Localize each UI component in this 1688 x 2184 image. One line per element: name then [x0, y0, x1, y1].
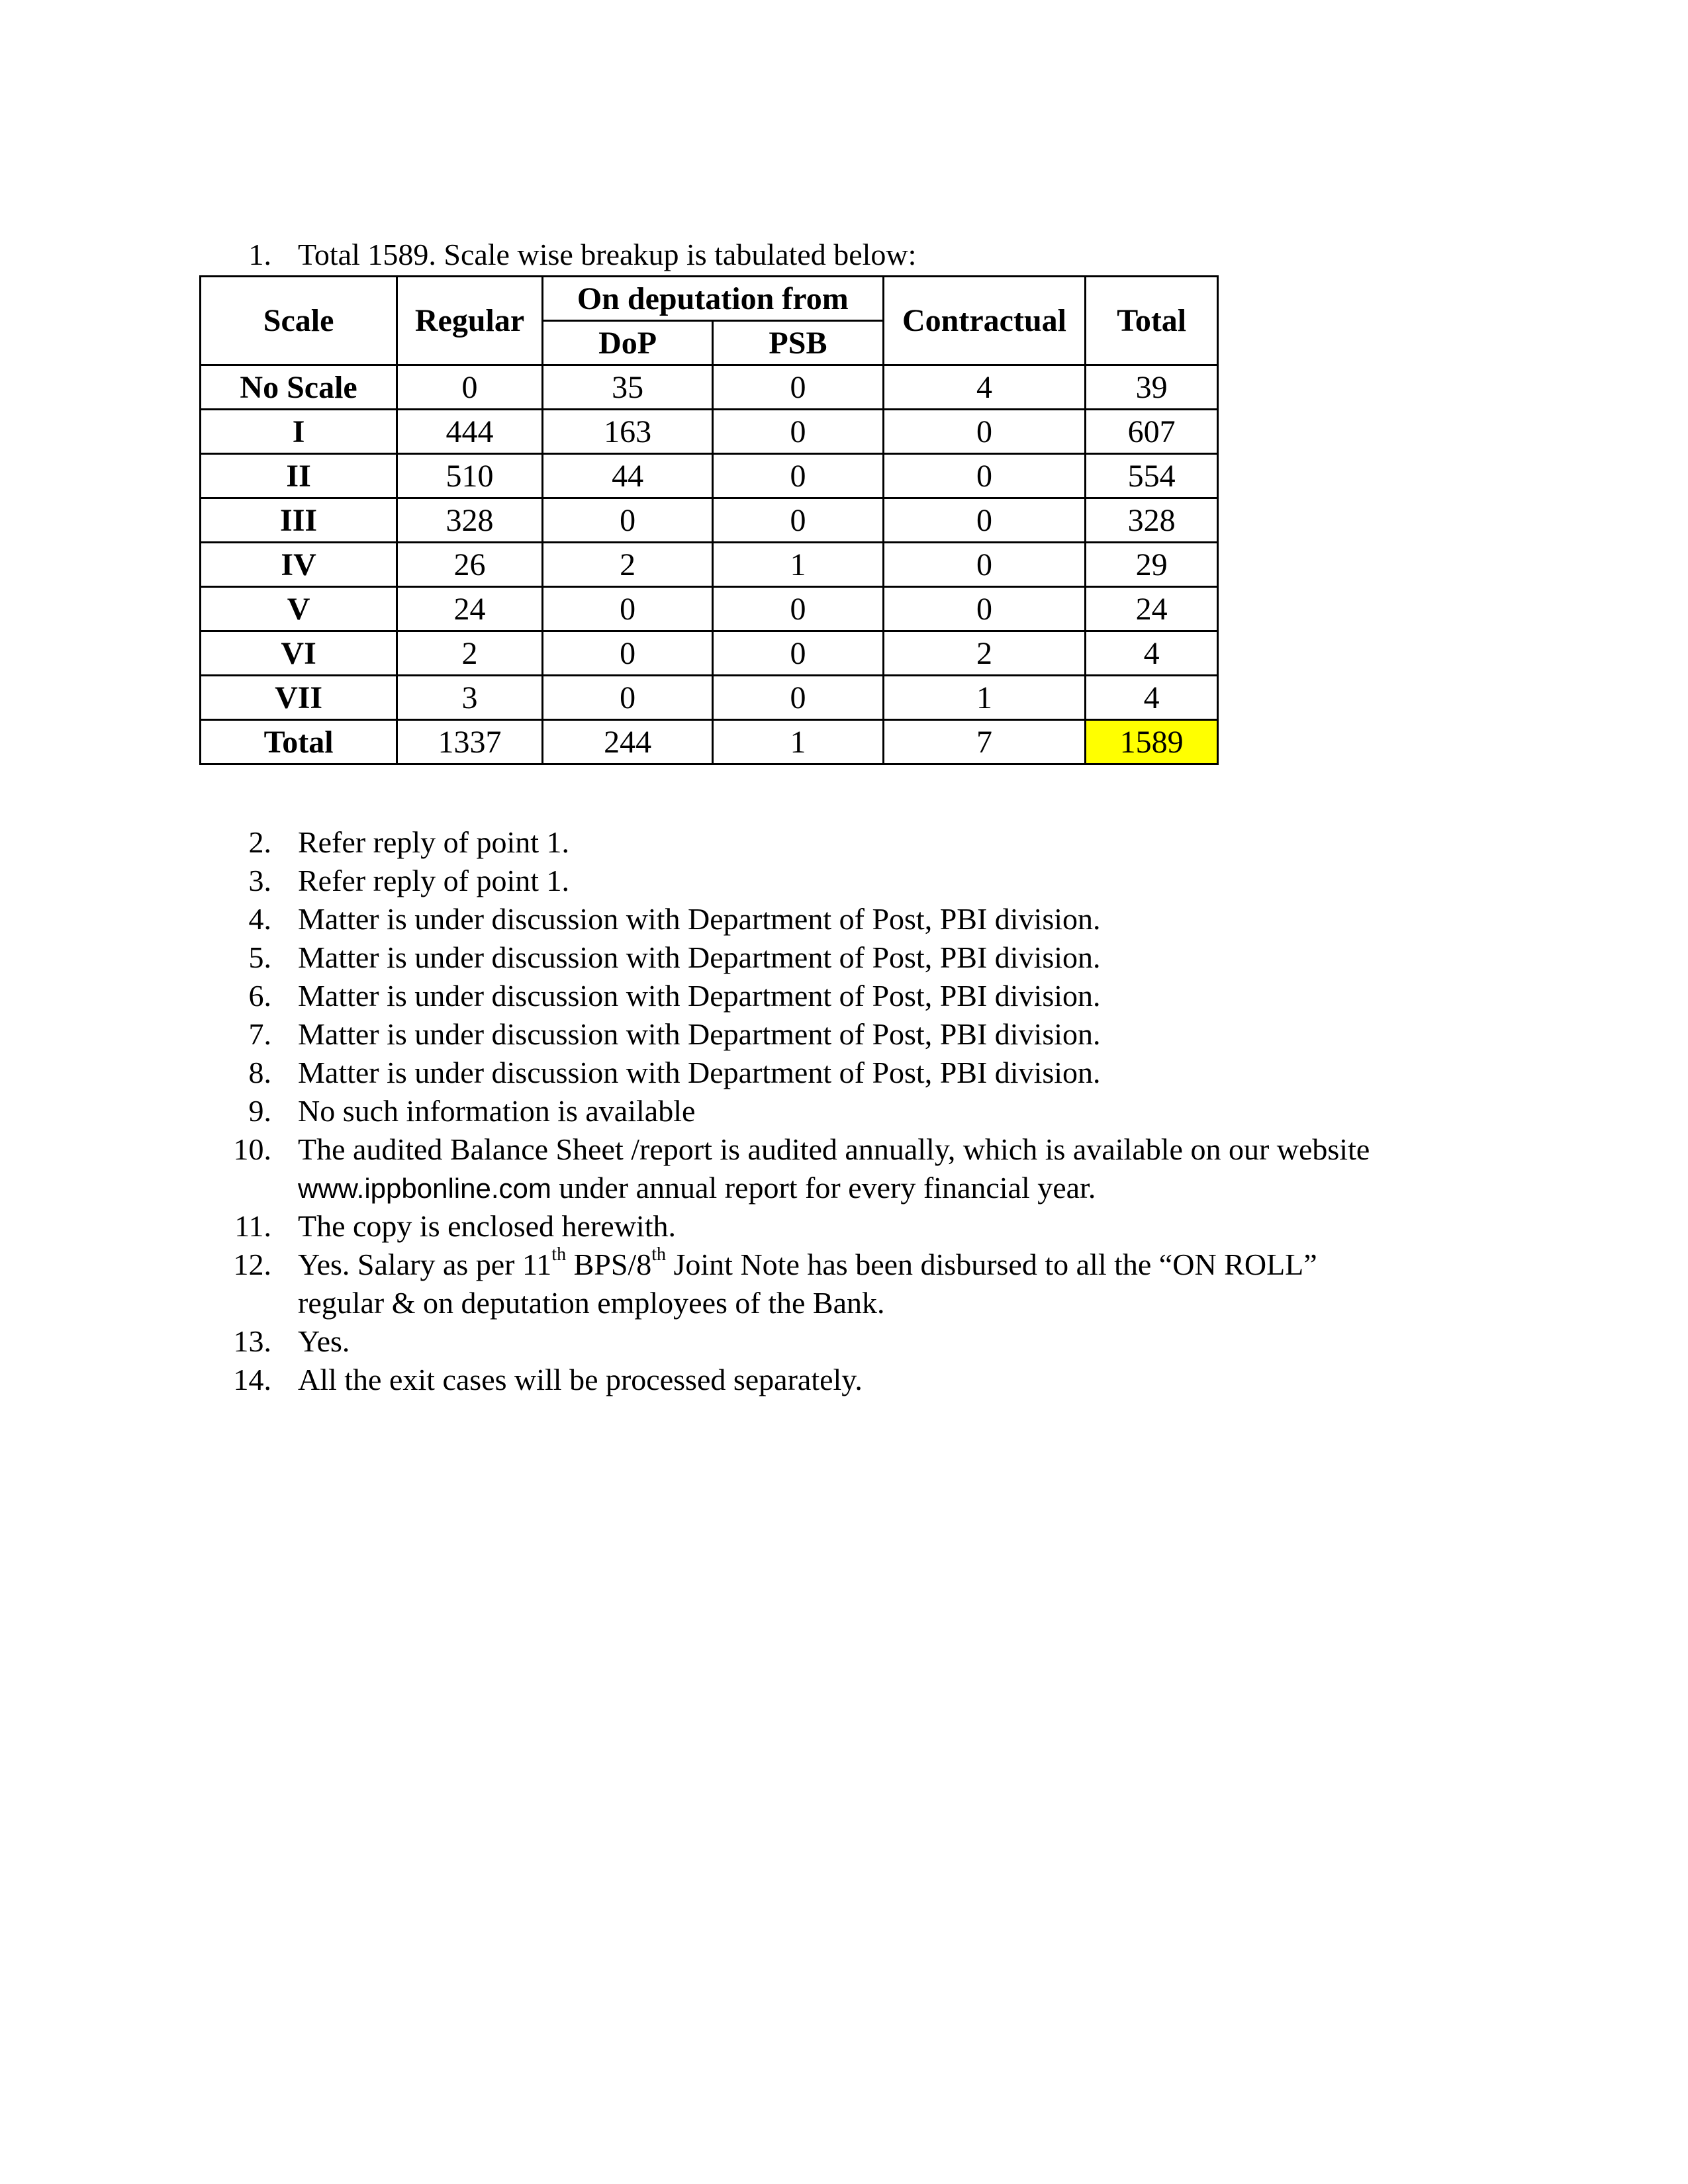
list-text: Matter is under discussion with Department of Post, PBI division. [298, 902, 1101, 936]
table-row [201, 631, 1218, 676]
header-on-deputation: On deputation from [542, 277, 883, 321]
cell-dop: 0 [542, 631, 712, 676]
table-header-row [201, 277, 1218, 321]
table-total-row [201, 720, 1218, 764]
cell-total: 29 [1086, 543, 1218, 587]
cell-regular: 2 [397, 631, 543, 676]
cell-regular: 1337 [397, 720, 543, 764]
cell-total: 4 [1086, 631, 1218, 676]
table-row [201, 454, 1218, 498]
cell-psb: 1 [713, 543, 883, 587]
header-dop: DoP [542, 321, 712, 365]
header-regular: Regular [397, 277, 543, 365]
list-text: Refer reply of point 1. [298, 864, 570, 897]
list-number: 13. [233, 1324, 271, 1358]
cell-total: 554 [1086, 454, 1218, 498]
cell-regular: 3 [397, 676, 543, 720]
cell-regular: 510 [397, 454, 543, 498]
cell-dop: 35 [542, 365, 712, 410]
cell-regular: 0 [397, 365, 543, 410]
table-row [201, 587, 1218, 631]
cell-scale: IV [201, 543, 397, 587]
list-number: 4. [248, 902, 271, 936]
cell-psb: 0 [713, 454, 883, 498]
cell-contractual: 7 [883, 720, 1086, 764]
table-row [201, 676, 1218, 720]
cell-psb: 0 [713, 498, 883, 543]
list-text: Matter is under discussion with Department of Post, PBI division. [298, 1017, 1101, 1051]
list-text: Matter is under discussion with Department of Post, PBI division. [298, 940, 1101, 974]
cell-scale: II [201, 454, 397, 498]
cell-psb: 0 [713, 676, 883, 720]
text-part-b: BPS/8 [566, 1248, 652, 1281]
superscript-b: th [651, 1244, 666, 1265]
list-number: 8. [248, 1056, 271, 1089]
list-text: The copy is enclosed herewith. [298, 1209, 676, 1243]
cell-psb: 1 [713, 720, 883, 764]
list-number: 6. [248, 979, 271, 1013]
cell-regular: 26 [397, 543, 543, 587]
cell-dop: 2 [542, 543, 712, 587]
cell-total: 328 [1086, 498, 1218, 543]
website-link[interactable]: www.ippbonline.com [298, 1173, 551, 1204]
cell-grand-total: 1589 [1086, 720, 1218, 764]
scale-breakup-table [199, 275, 1219, 765]
cell-contractual: 0 [883, 454, 1086, 498]
cell-scale: VI [201, 631, 397, 676]
header-contractual: Contractual [883, 277, 1086, 365]
table-row [201, 543, 1218, 587]
table-row [201, 410, 1218, 454]
cell-contractual: 1 [883, 676, 1086, 720]
cell-total: 4 [1086, 676, 1218, 720]
list-text: All the exit cases will be processed separately. [298, 1363, 863, 1396]
cell-total: 607 [1086, 410, 1218, 454]
list-text-continuation: under annual report for every financial year. [551, 1171, 1096, 1205]
cell-total: 39 [1086, 365, 1218, 410]
list-text [298, 1246, 1317, 1284]
list-number: 2. [248, 825, 271, 859]
list-number: 14. [233, 1363, 271, 1396]
header-psb: PSB [713, 321, 883, 365]
list-item-12-continuation [298, 1284, 885, 1322]
list-number: 5. [248, 940, 271, 974]
table-row [201, 498, 1218, 543]
cell-regular: 328 [397, 498, 543, 543]
cell-contractual: 4 [883, 365, 1086, 410]
cell-scale: I [201, 410, 397, 454]
list-number: 3. [248, 864, 271, 897]
text-part-c: Joint Note has been disbursed to all the “ON ROLL” [666, 1248, 1317, 1281]
list-text: Matter is under discussion with Department of Post, PBI division. [298, 979, 1101, 1013]
text-part-a: Yes. Salary as per 11 [298, 1248, 552, 1281]
cell-scale: III [201, 498, 397, 543]
list-number: 10. [233, 1132, 271, 1166]
list-text: Refer reply of point 1. [298, 825, 570, 859]
cell-dop: 0 [542, 587, 712, 631]
cell-contractual: 0 [883, 410, 1086, 454]
header-scale: Scale [201, 277, 397, 365]
cell-scale: No Scale [201, 365, 397, 410]
cell-contractual: 0 [883, 543, 1086, 587]
cell-psb: 0 [713, 631, 883, 676]
list-text: No such information is available [298, 1094, 696, 1128]
list-text: Yes. [298, 1324, 350, 1358]
cell-contractual: 2 [883, 631, 1086, 676]
cell-total: 24 [1086, 587, 1218, 631]
cell-dop: 44 [542, 454, 712, 498]
cell-psb: 0 [713, 410, 883, 454]
cell-contractual: 0 [883, 587, 1086, 631]
list-number: 1. [248, 238, 271, 271]
list-text: The audited Balance Sheet /report is audited annually, which is available on our website [298, 1132, 1370, 1166]
list-text-continuation: regular & on deputation employees of the Bank. [298, 1286, 885, 1320]
cell-scale: Total [201, 720, 397, 764]
list-item-10-continuation [298, 1169, 1096, 1208]
cell-dop: 0 [542, 676, 712, 720]
superscript-a: th [551, 1244, 567, 1265]
cell-dop: 0 [542, 498, 712, 543]
list-number: 7. [248, 1017, 271, 1051]
list-number: 11. [234, 1209, 271, 1243]
cell-contractual: 0 [883, 498, 1086, 543]
cell-regular: 444 [397, 410, 543, 454]
cell-psb: 0 [713, 587, 883, 631]
list-text: Total 1589. Scale wise breakup is tabulated below: [298, 238, 917, 271]
list-text: Matter is under discussion with Department of Post, PBI division. [298, 1056, 1101, 1089]
table-row [201, 365, 1218, 410]
cell-dop: 163 [542, 410, 712, 454]
list-number: 9. [248, 1094, 271, 1128]
cell-scale: VII [201, 676, 397, 720]
list-number: 12. [233, 1248, 271, 1281]
cell-dop: 244 [542, 720, 712, 764]
cell-regular: 24 [397, 587, 543, 631]
header-total: Total [1086, 277, 1218, 365]
cell-psb: 0 [713, 365, 883, 410]
cell-scale: V [201, 587, 397, 631]
